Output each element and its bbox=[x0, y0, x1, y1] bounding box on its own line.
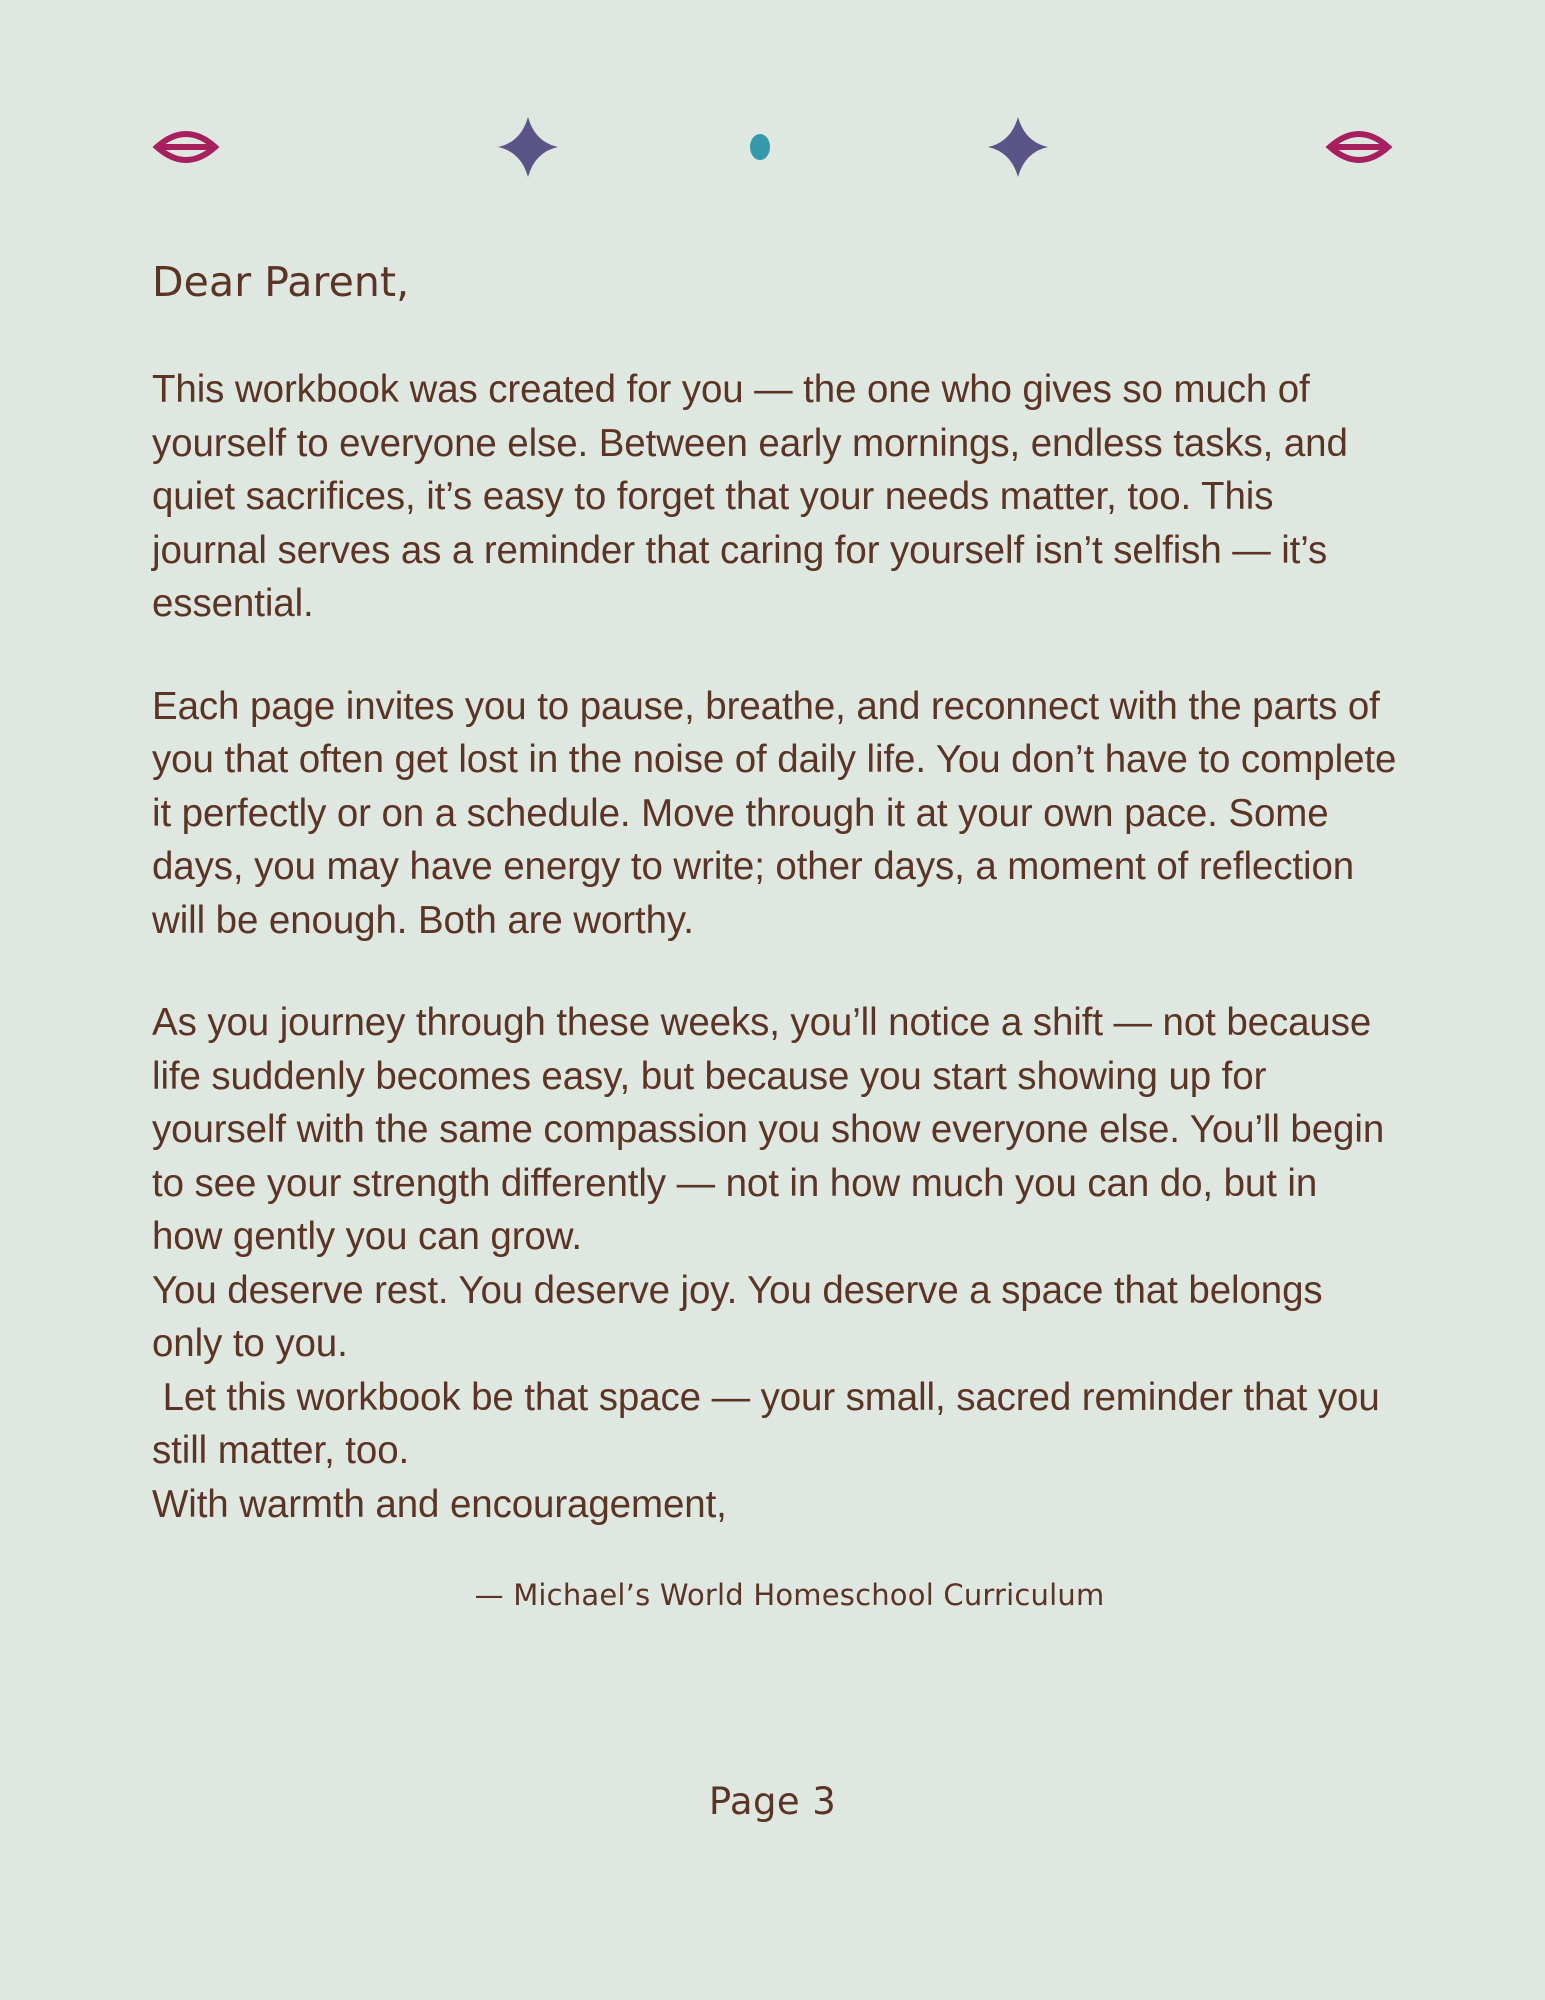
letter-paragraph-4: You deserve rest. You deserve joy. You deserve a space that belongs only to you. bbox=[152, 1268, 1334, 1366]
letter-body bbox=[152, 258, 1407, 1615]
letter-paragraph-1: This workbook was created for you — the one who gives so much of yourself to everyone else. Between early mornings, endless tasks, and quiet sacrifices, it’s easy to forget that your needs matter, too. This journal serves as a reminder that caring for yourself isn’t selfish — it’s essential. bbox=[152, 368, 1359, 626]
center-dot-ornament bbox=[750, 134, 770, 160]
page-footer bbox=[0, 1780, 1545, 1823]
letter-paragraph-5: Let this workbook be that space — your small, sacred reminder that you still matter, too. bbox=[152, 1375, 1391, 1473]
letter-closing: With warmth and encouragement, bbox=[152, 1482, 727, 1526]
decorative-divider bbox=[0, 112, 1545, 182]
letter-paragraph-3: As you journey through these weeks, you’ll notice a shift — not because life suddenly becomes easy, but because you start showing up for yourself with the same compassion you show everyone else. You’ll begin to see your strength differently — not in how much you can do, but in how gently you can grow. bbox=[152, 1001, 1395, 1259]
salutation: Dear Parent, bbox=[152, 258, 410, 306]
divider-ornament-svg bbox=[0, 112, 1545, 182]
letter-paragraph-2: Each page invites you to pause, breathe, and reconnect with the parts of you that often get lost in the noise of daily life. You don’t have to complete it perfectly or on a schedule. Move through it at your own pace. Some days, you may have energy to write; other days, a moment of reflection will be enough. Both are worthy. bbox=[152, 684, 1407, 942]
star-ornament-right bbox=[988, 117, 1048, 177]
letter-signature: — Michael’s World Homeschool Curriculum bbox=[474, 1578, 1105, 1613]
star-ornament-left bbox=[498, 117, 558, 177]
page-number: Page 3 bbox=[708, 1780, 837, 1823]
